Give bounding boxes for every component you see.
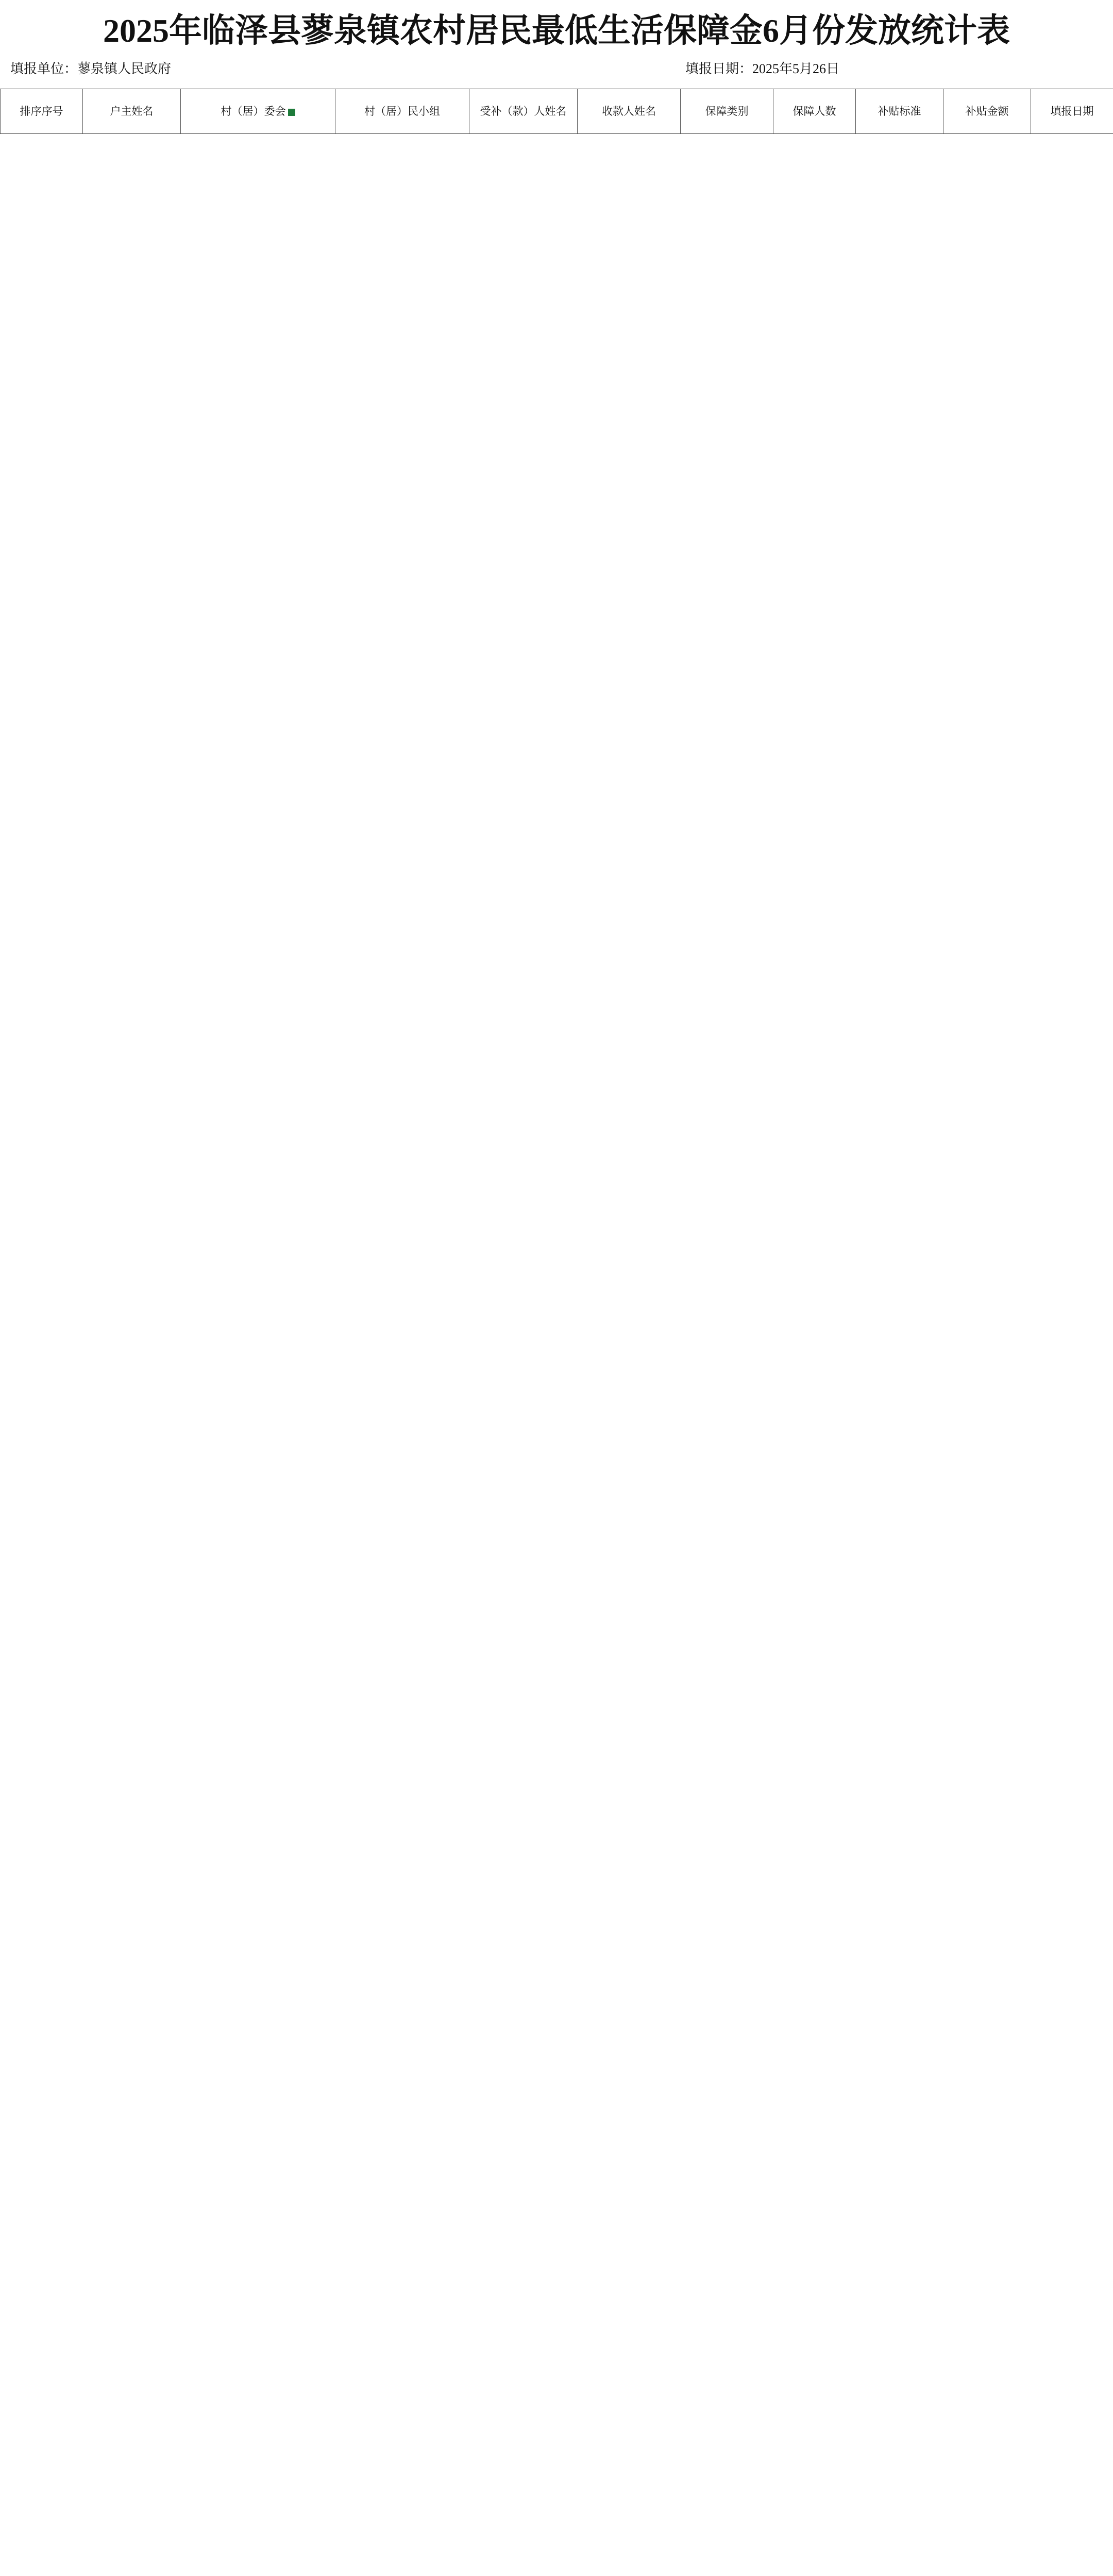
column-header-label: 村（居）民小组: [364, 105, 440, 117]
column-header-category: [681, 89, 773, 134]
column-header-household-head: [83, 89, 181, 134]
column-header-label: 收款人姓名: [602, 105, 656, 117]
column-header-label: 保障人数: [792, 105, 836, 117]
column-header-headcount: [773, 89, 856, 134]
column-header-label: 补贴标准: [878, 105, 921, 117]
page-title: 2025年临泽县蓼泉镇农村居民最低生活保障金6月份发放统计表: [103, 12, 1010, 49]
column-header-label: 受补（款）人姓名: [480, 105, 567, 117]
column-header-report-date: [1031, 89, 1113, 134]
column-header-label: 补贴金额: [965, 105, 1009, 117]
column-header-label: 填报日期: [1050, 105, 1094, 117]
filter-dropdown-icon[interactable]: [288, 109, 295, 116]
column-header-villager-group: [335, 89, 469, 134]
table-header: [1, 89, 1113, 134]
column-header-label: 排序序号: [20, 105, 63, 117]
info-row: [0, 58, 1113, 80]
column-header-recipient: [469, 89, 578, 134]
column-header-amount: [943, 89, 1031, 134]
reporting-unit: 填报单位：蓼泉镇人民政府: [10, 61, 172, 76]
allowance-table: [0, 89, 1113, 134]
column-header-sequence: [1, 89, 83, 134]
column-header-label: 村（居）委会: [221, 105, 286, 117]
header-row: [1, 89, 1113, 134]
column-header-label: 户主姓名: [110, 105, 154, 117]
column-header-payee: [578, 89, 681, 134]
reporting-date: 填报日期：2025年5月26日: [685, 61, 840, 76]
column-header-village-committee[interactable]: [181, 89, 335, 134]
column-header-standard: [856, 89, 943, 134]
column-header-label: 保障类别: [705, 105, 749, 117]
